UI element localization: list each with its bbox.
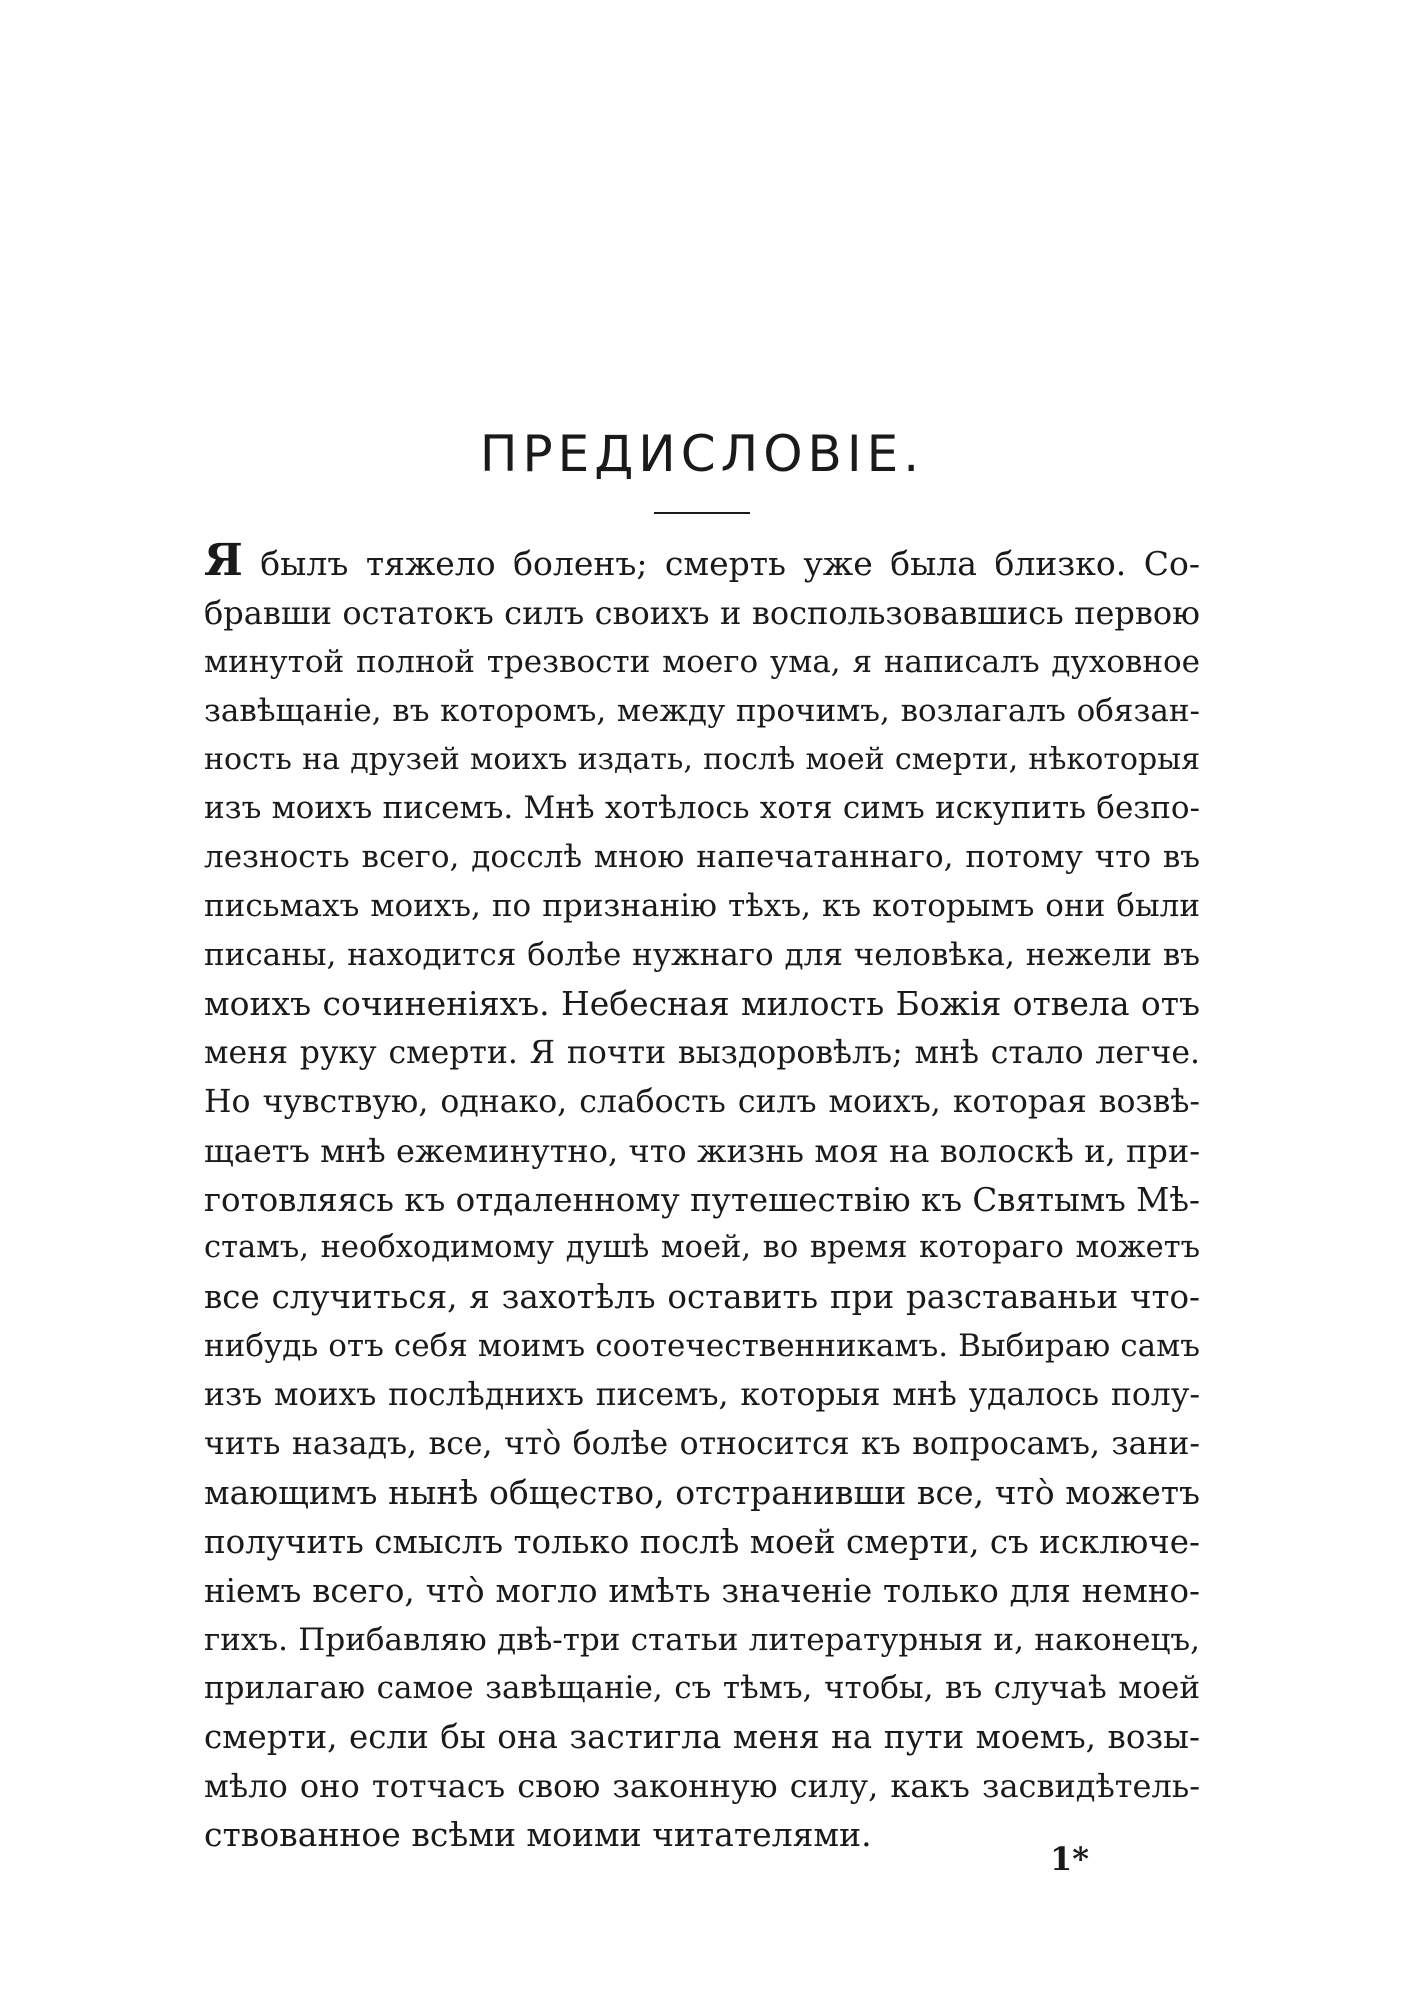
text-line: [204, 638, 1200, 687]
text-line-content: ствованное всѣми моими читателями.: [204, 1815, 872, 1855]
text-line-content: щаетъ мнѣ ежеминутно, что жизнь моя на волоскѣ и, при-: [204, 1131, 1200, 1170]
text-line: [204, 535, 1200, 589]
text-line: [204, 980, 1200, 1029]
text-line: [204, 784, 1200, 833]
text-line-content: ніемъ всего, что̀ могло имѣть значеніе только для немно-: [204, 1571, 1200, 1610]
text-line-content: изъ моихъ писемъ. Мнѣ хотѣлось хотя симъ искупить безпо-: [204, 790, 1200, 827]
text-line-content: стамъ, необходимому душѣ моей, во время котораго можетъ: [204, 1230, 1200, 1266]
text-line-content: ность на друзей моихъ издать, послѣ моей смерти, нѣкоторыя: [204, 741, 1200, 777]
text-line: [204, 1127, 1200, 1176]
preface-body: [204, 535, 1200, 1860]
text-line-content: мающимъ нынѣ общество, отстранивши все, что̀ можетъ: [204, 1472, 1200, 1512]
text-line-content: писаны, находится болѣе нужнаго для человѣка, нежели въ: [204, 937, 1200, 974]
text-line-content: минутой полной трезвости моего ума, я написалъ духовное: [204, 643, 1200, 680]
text-line-content: мѣло оно тотчасъ свою законную силу, какъ засвидѣтель-: [204, 1767, 1200, 1806]
page-title: ПРЕДИСЛОВІЕ.: [479, 425, 925, 483]
text-line-content: чить назадъ, все, что̀ болѣе относится къ вопросамъ, зани-: [204, 1426, 1200, 1463]
text-line: [204, 882, 1200, 931]
text-line: [204, 1713, 1200, 1762]
text-line-content: гихъ. Прибавляю двѣ-три статьи литературныя и, наконецъ,: [204, 1621, 1200, 1658]
text-line-content: письмахъ моихъ, по признанію тѣхъ, къ которымъ они были: [204, 888, 1200, 925]
text-line: [204, 687, 1200, 736]
text-line: [204, 1518, 1200, 1567]
text-line: [204, 1616, 1200, 1665]
text-line: [204, 736, 1200, 785]
text-line: [204, 1567, 1200, 1616]
text-line: [204, 589, 1200, 638]
text-line-content: смерти, если бы она застигла меня на пути моемъ, возы-: [204, 1718, 1200, 1757]
signature-mark: 1*: [1050, 1840, 1089, 1878]
text-line-content: меня руку смерти. Я почти выздоровѣлъ; мнѣ стало легче.: [204, 1034, 1200, 1071]
text-line: [204, 1273, 1200, 1322]
text-line: [204, 1078, 1200, 1127]
text-line-content: былъ тяжело боленъ; смерть уже была близко. Со-: [242, 544, 1200, 583]
text-line: [204, 1762, 1200, 1811]
text-line: [204, 1469, 1200, 1518]
text-line: [204, 1420, 1200, 1469]
text-line-content: нибудь отъ себя моимъ соотечественникамъ. Выбираю самъ: [204, 1328, 1200, 1365]
text-line-content: завѣщаніе, въ которомъ, между прочимъ, возлагалъ обязан-: [204, 692, 1200, 729]
text-line-content: получить смыслъ только послѣ моей смерти, съ исключе-: [204, 1522, 1200, 1561]
title-divider: [654, 512, 750, 514]
text-line: [204, 1029, 1200, 1078]
text-line-content: бравши остатокъ силъ своихъ и воспользовавшись первою: [204, 593, 1200, 632]
text-line: [204, 931, 1200, 980]
text-line: [204, 833, 1200, 882]
text-line-content: все случиться, я захотѣлъ оставить при разставаньи что-: [204, 1278, 1200, 1317]
text-line-content: изъ моихъ послѣднихъ писемъ, которыя мнѣ удалось полу-: [204, 1377, 1200, 1414]
text-line-content: Но чувствую, однако, слабость силъ моихъ, которая возвѣ-: [204, 1083, 1200, 1120]
text-line: [204, 1224, 1200, 1273]
text-line-content: моихъ сочиненіяхъ. Небесная милость Божія отвела отъ: [204, 984, 1200, 1024]
text-line: [204, 1664, 1200, 1713]
drop-cap: Я: [204, 535, 243, 586]
text-line-content: прилагаю самое завѣщаніе, съ тѣмъ, чтобы, въ случаѣ моей: [204, 1670, 1200, 1707]
text-line: [204, 1176, 1200, 1225]
text-line: [204, 1371, 1200, 1420]
text-line-content: лезность всего, досслѣ мною напечатаннаго, потому что въ: [204, 839, 1200, 876]
text-line: [204, 1322, 1200, 1371]
text-line-content: готовляясь къ отдаленному путешествію къ Святымъ Мѣ-: [204, 1180, 1200, 1219]
